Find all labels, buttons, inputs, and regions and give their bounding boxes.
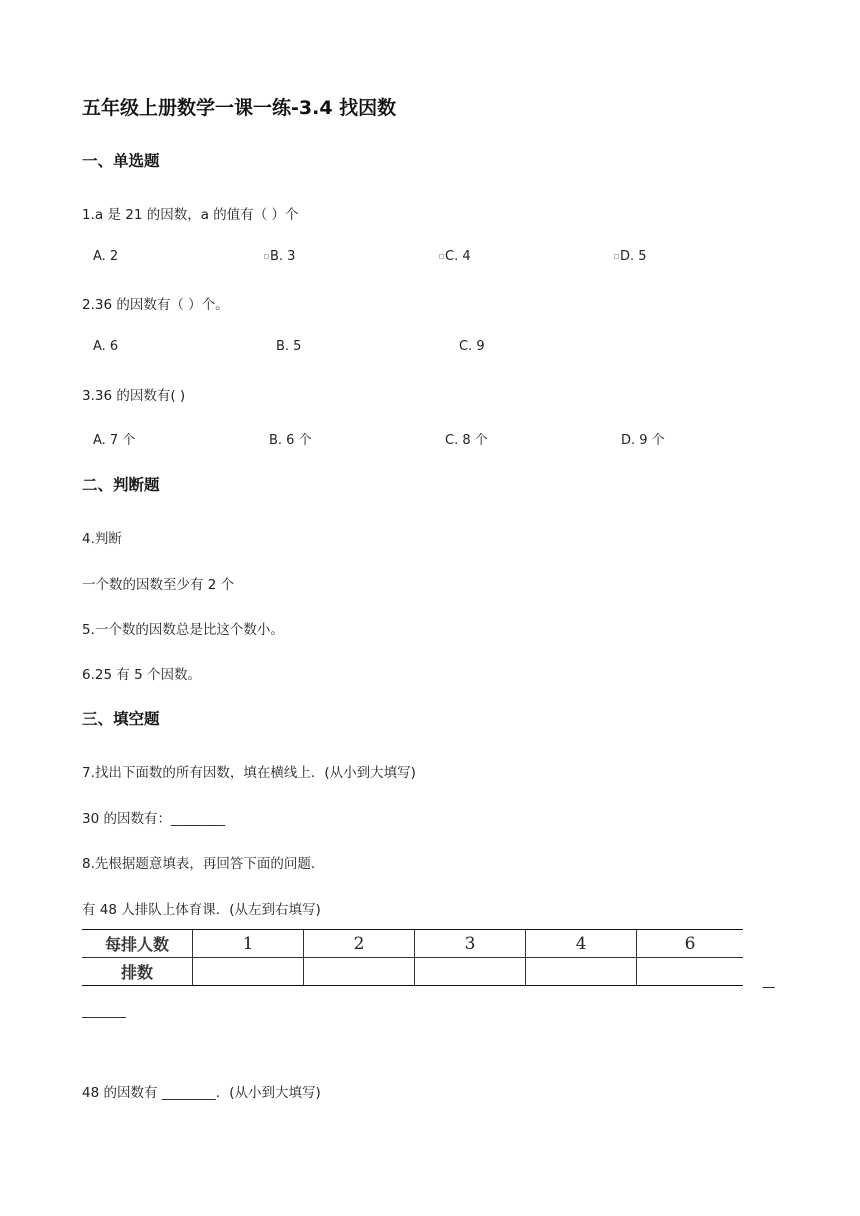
q1-option-d[interactable] bbox=[614, 249, 647, 264]
table-input-cell[interactable] bbox=[526, 958, 637, 986]
question-8-context: 有 48 人排队上体育课．(从左到右填写) bbox=[82, 902, 321, 918]
q2-option-a[interactable]: A. 6 bbox=[93, 339, 119, 354]
question-5: 5.一个数的因数总是比这个数小。 bbox=[82, 622, 284, 638]
q3-option-d[interactable]: D. 9 个 bbox=[621, 433, 665, 448]
table-row-label: 每排人数 bbox=[82, 930, 193, 958]
q1-option-c-label: C. 4 bbox=[445, 249, 471, 264]
answer-blank-line[interactable] bbox=[82, 1017, 126, 1018]
question-7-blank[interactable]: 30 的因数有：________ bbox=[82, 811, 225, 827]
table-cell: 4 bbox=[526, 930, 637, 958]
question-3: 3.36 的因数有( ) bbox=[82, 388, 186, 404]
table-input-cell[interactable] bbox=[637, 958, 743, 986]
q2-option-c[interactable]: C. 9 bbox=[459, 339, 485, 354]
q3-option-c[interactable]: C. 8 个 bbox=[445, 433, 488, 448]
table-row-label: 排数 bbox=[82, 958, 193, 986]
trailing-dash: — bbox=[762, 979, 776, 995]
radio-icon bbox=[439, 254, 444, 259]
table-cell: 2 bbox=[304, 930, 415, 958]
table-cell: 3 bbox=[415, 930, 526, 958]
question-4: 4.判断 bbox=[82, 531, 122, 547]
question-8-answer[interactable]: 48 的因数有 ________．(从小到大填写) bbox=[82, 1085, 321, 1101]
radio-icon bbox=[614, 254, 619, 259]
radio-icon bbox=[264, 254, 269, 259]
table-cell: 1 bbox=[193, 930, 304, 958]
section-heading-single-choice: 一、单选题 bbox=[82, 152, 160, 170]
section-heading-fill-blank: 三、填空题 bbox=[82, 710, 160, 728]
q1-option-d-label: D. 5 bbox=[620, 249, 647, 264]
q3-option-a[interactable]: A. 7 个 bbox=[93, 433, 136, 448]
q1-option-a[interactable] bbox=[93, 249, 118, 264]
q3-option-b[interactable]: B. 6 个 bbox=[269, 433, 312, 448]
question-2: 2.36 的因数有（ ）个。 bbox=[82, 297, 229, 313]
q1-option-b[interactable] bbox=[264, 249, 295, 264]
page-title: 五年级上册数学一课一练-3.4 找因数 bbox=[82, 97, 397, 119]
section-heading-true-false: 二、判断题 bbox=[82, 476, 160, 494]
table-row bbox=[82, 930, 743, 958]
table-row bbox=[82, 958, 743, 986]
q1-option-c[interactable] bbox=[439, 249, 471, 264]
table-cell: 6 bbox=[637, 930, 743, 958]
q1-option-b-label: B. 3 bbox=[270, 249, 296, 264]
table-input-cell[interactable] bbox=[415, 958, 526, 986]
q1-option-a-label: A. 2 bbox=[93, 249, 119, 264]
question-8: 8.先根据题意填表，再回答下面的问题． bbox=[82, 856, 325, 872]
question-4-statement: 一个数的因数至少有 2 个 bbox=[82, 577, 235, 593]
q2-option-b[interactable]: B. 5 bbox=[276, 339, 302, 354]
question-7: 7.找出下面数的所有因数，填在横线上．(从小到大填写) bbox=[82, 765, 416, 781]
table-input-cell[interactable] bbox=[304, 958, 415, 986]
rows-table bbox=[82, 929, 743, 986]
question-1: 1.a 是 21 的因数，a 的值有（ ）个 bbox=[82, 207, 299, 223]
question-6: 6.25 有 5 个因数。 bbox=[82, 667, 202, 683]
table-input-cell[interactable] bbox=[193, 958, 304, 986]
